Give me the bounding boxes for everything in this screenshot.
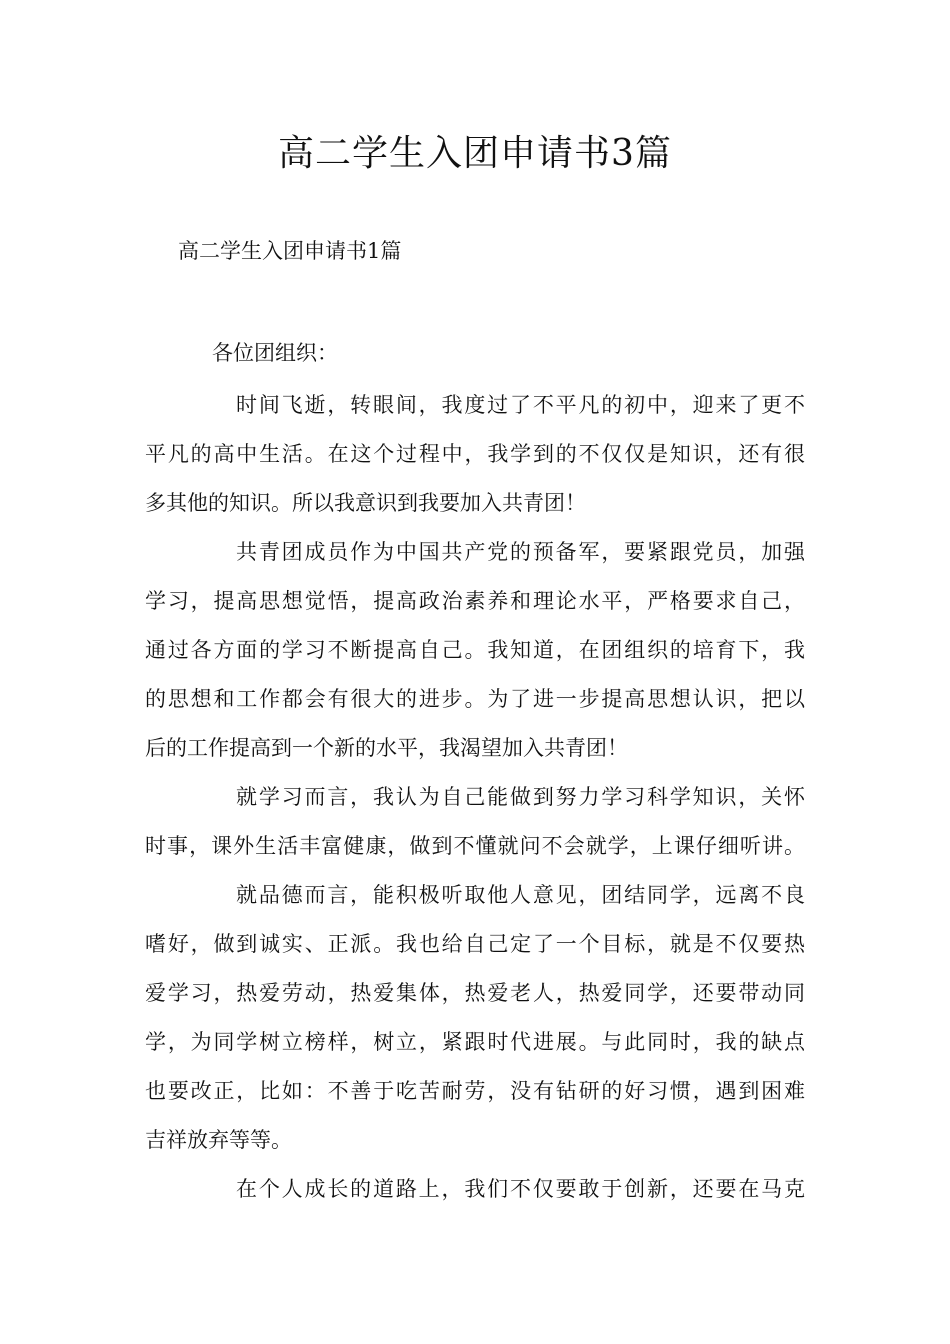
text-line: 多其他的知识。所以我意识到我要加入共青团！ <box>145 491 586 515</box>
text-line: 就品德而言，能积极听取他人意见，团结同学，远离不良 <box>236 883 805 907</box>
text-line: 嗜好，做到诚实、正派。我也给自己定了一个目标，就是不仅要热 <box>145 932 805 956</box>
text-line: 学，为同学树立榜样，树立，紧跟时代进展。与此同时，我的缺点 <box>145 1030 805 1054</box>
section-heading: 高二学生入团申请书1篇 <box>178 239 402 263</box>
text-line: 学习，提高思想觉悟，提高政治素养和理论水平，严格要求自己， <box>145 589 805 613</box>
salutation: 各位团组织： <box>212 341 338 365</box>
text-line: 通过各方面的学习不断提高自己。我知道，在团组织的培育下，我 <box>145 638 805 662</box>
text-line: 后的工作提高到一个新的水平，我渴望加入共青团！ <box>145 736 628 760</box>
text-line: 在个人成长的道路上，我们不仅要敢于创新，还要在马克 <box>236 1177 805 1201</box>
body-text <box>145 381 805 1214</box>
text-line: 吉祥放弃等等。 <box>145 1128 292 1152</box>
document-title: 高二学生入团申请书3篇 <box>278 133 672 174</box>
text-line: 时事，课外生活丰富健康，做到不懂就问不会就学，上课仔细听讲。 <box>145 834 805 858</box>
text-line: 时间飞逝，转眼间，我度过了不平凡的初中，迎来了更不 <box>236 393 805 417</box>
text-line: 的思想和工作都会有很大的进步。为了进一步提高思想认识，把以 <box>145 687 805 711</box>
text-line: 平凡的高中生活。在这个过程中，我学到的不仅仅是知识，还有很 <box>145 442 805 466</box>
text-line: 也要改正，比如：不善于吃苦耐劳，没有钻研的好习惯，遇到困难 <box>145 1079 805 1103</box>
text-line: 爱学习，热爱劳动，热爱集体，热爱老人，热爱同学，还要带动同 <box>145 981 805 1005</box>
text-line: 共青团成员作为中国共产党的预备军，要紧跟党员，加强 <box>236 540 805 564</box>
text-line: 就学习而言，我认为自己能做到努力学习科学知识，关怀 <box>236 785 805 809</box>
